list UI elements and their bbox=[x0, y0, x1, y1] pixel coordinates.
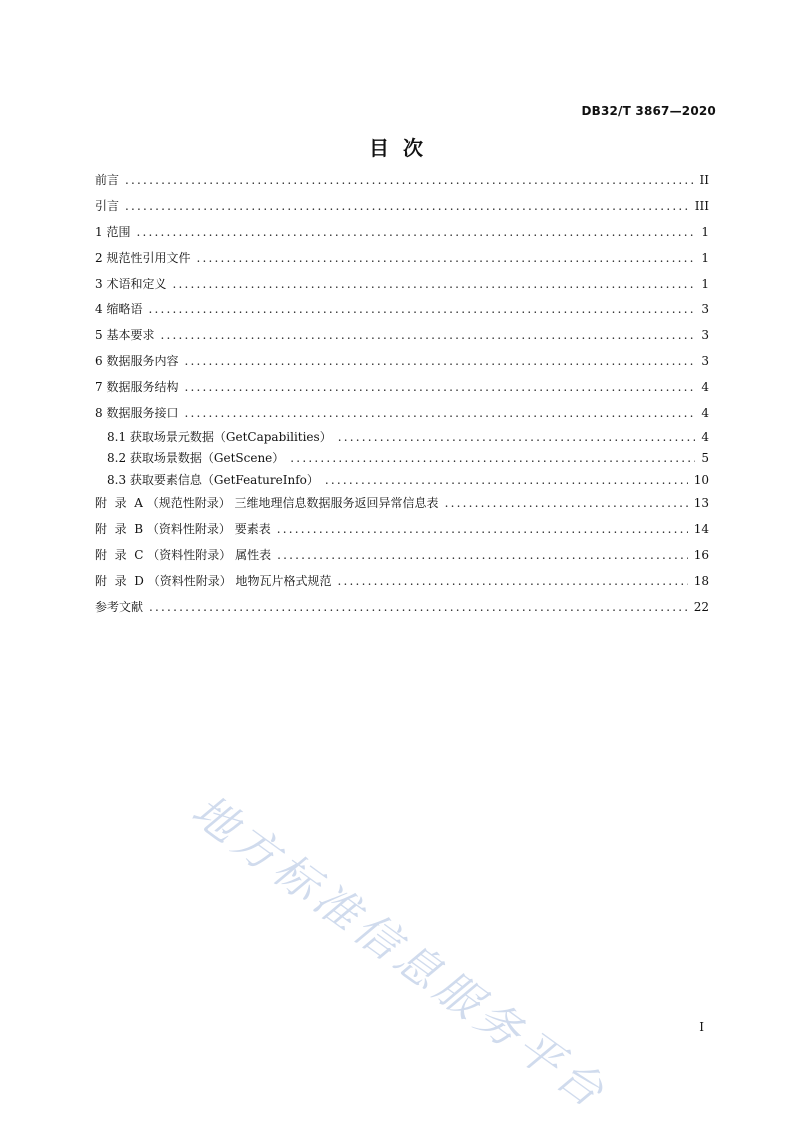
toc-entry-label: 7 数据服务结构 bbox=[95, 380, 179, 395]
toc-leader-dots bbox=[290, 448, 695, 470]
toc-leader-dots bbox=[184, 401, 695, 427]
toc-leader-dots bbox=[277, 517, 688, 543]
toc-entry[interactable] bbox=[95, 517, 709, 543]
toc-entry-page: II bbox=[699, 173, 709, 187]
toc-entry-page: 14 bbox=[693, 522, 709, 537]
toc-leader-dots bbox=[445, 491, 688, 517]
toc-entry-label: 附 录 B （资料性附录） 要素表 bbox=[95, 522, 271, 537]
toc-leader-dots bbox=[196, 246, 695, 272]
toc-entry[interactable] bbox=[95, 297, 709, 323]
toc-entry-page: 13 bbox=[693, 496, 709, 511]
toc-entry-page: 4 bbox=[701, 429, 709, 444]
toc-leader-dots bbox=[160, 323, 695, 349]
page-title: 目 次 bbox=[369, 136, 423, 160]
toc-leader-dots bbox=[149, 595, 688, 621]
toc-entry-label: 参考文献 bbox=[95, 599, 144, 614]
toc-leader-dots bbox=[172, 272, 695, 298]
toc-entry[interactable] bbox=[95, 168, 709, 194]
toc-entry-label: 3 术语和定义 bbox=[95, 276, 167, 291]
toc-leader-dots bbox=[277, 543, 688, 569]
toc-leader-dots bbox=[184, 349, 695, 375]
toc-entry[interactable] bbox=[95, 220, 709, 246]
toc-entry[interactable] bbox=[95, 375, 709, 401]
toc-entry[interactable] bbox=[95, 595, 709, 621]
toc-entry-label: 附 录 A （规范性附录） 三维地理信息数据服务返回异常信息表 bbox=[95, 496, 439, 511]
toc-entry-page: 1 bbox=[701, 250, 709, 265]
toc-entry[interactable] bbox=[95, 427, 709, 449]
toc-entry[interactable] bbox=[95, 401, 709, 427]
toc-entry-page: 16 bbox=[693, 548, 709, 563]
toc-leader-dots bbox=[136, 220, 695, 246]
toc-leader-dots bbox=[338, 427, 696, 449]
toc-entry[interactable] bbox=[95, 349, 709, 375]
document-code: DB32/T 3867—2020 bbox=[581, 104, 716, 118]
toc-entry-label: 2 规范性引用文件 bbox=[95, 250, 191, 265]
page-number: I bbox=[699, 1020, 704, 1034]
toc-leader-dots bbox=[148, 297, 695, 323]
toc-entry-label: 附 录 C （资料性附录） 属性表 bbox=[95, 548, 272, 563]
toc-entry[interactable] bbox=[95, 272, 709, 298]
toc-entry-page: 5 bbox=[701, 451, 709, 466]
toc-entry-label: 8 数据服务接口 bbox=[95, 406, 179, 421]
toc-entry[interactable] bbox=[95, 491, 709, 517]
toc-entry[interactable] bbox=[95, 543, 709, 569]
toc-leader-dots bbox=[125, 194, 689, 220]
toc-entry-label: 5 基本要求 bbox=[95, 328, 155, 343]
toc-entry-label: 附 录 D （资料性附录） 地物瓦片格式规范 bbox=[95, 574, 332, 589]
toc-entry[interactable] bbox=[95, 194, 709, 220]
toc-leader-dots bbox=[338, 569, 688, 595]
toc-entry-page: 10 bbox=[693, 472, 709, 487]
toc-entry-page: III bbox=[694, 198, 709, 213]
toc-entry-page: 3 bbox=[701, 302, 709, 317]
toc-entry-page: 3 bbox=[701, 328, 709, 343]
table-of-contents bbox=[95, 168, 709, 621]
toc-leader-dots bbox=[184, 375, 695, 401]
toc-entry-label: 4 缩略语 bbox=[95, 302, 143, 317]
toc-entry-label: 6 数据服务内容 bbox=[95, 354, 179, 369]
toc-entry[interactable] bbox=[95, 246, 709, 272]
toc-entry-page: 4 bbox=[701, 380, 709, 395]
toc-entry-label: 引言 bbox=[95, 198, 120, 213]
toc-entry-page: 18 bbox=[693, 574, 709, 589]
toc-entry-page: 1 bbox=[701, 276, 709, 291]
toc-entry-label: 1 范围 bbox=[95, 224, 131, 239]
toc-entry-label: 8.3 获取要素信息（GetFeatureInfo） bbox=[107, 472, 319, 487]
toc-leader-dots bbox=[325, 470, 688, 492]
toc-entry-page: 22 bbox=[693, 599, 709, 614]
toc-leader-dots bbox=[125, 168, 694, 194]
toc-entry[interactable] bbox=[95, 448, 709, 470]
toc-entry-page: 4 bbox=[701, 406, 709, 421]
toc-entry-label: 8.1 获取场景元数据（GetCapabilities） bbox=[107, 429, 332, 444]
toc-entry-label: 8.2 获取场景数据（GetScene） bbox=[107, 451, 285, 466]
toc-entry-page: 3 bbox=[701, 354, 709, 369]
toc-entry-label: 前言 bbox=[95, 173, 120, 187]
toc-entry[interactable] bbox=[95, 323, 709, 349]
watermark: 地方标准信息服务平台 bbox=[182, 785, 617, 1121]
toc-entry[interactable] bbox=[95, 569, 709, 595]
toc-entry-page: 1 bbox=[701, 224, 709, 239]
toc-entry[interactable] bbox=[95, 470, 709, 492]
